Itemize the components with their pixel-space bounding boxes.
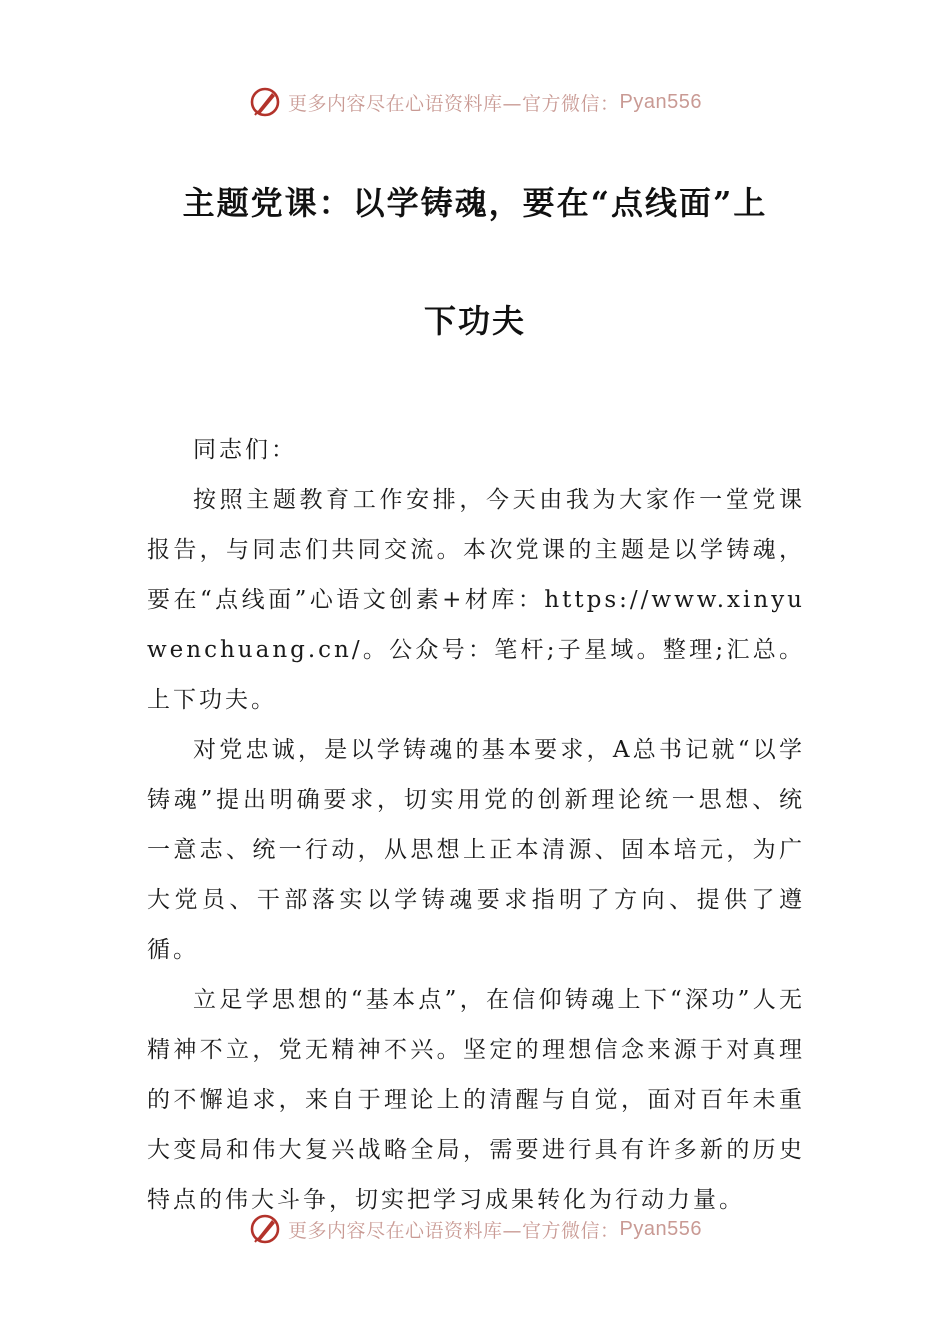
header-banner-text: 更多内容尽在心语资料库—官方微信： <box>288 92 620 115</box>
footer-banner-wechat-id: Pyan556 <box>619 1217 702 1240</box>
document-title-line-2: 下功夫 <box>423 302 526 340</box>
document-body <box>147 425 805 1225</box>
header-banner <box>0 82 950 122</box>
quill-pen-logo-icon <box>248 85 282 119</box>
body-paragraph-2: 对党忠诚，是以学铸魂的基本要求，A总书记就“以学铸魂”提出明确要求，切实用党的创新理论统一思想、统一意志、统一行动，从思想上正本清源、固本培元，为广大党员、干部落实以学铸魂要求指明了方向、提供了遵循。 <box>147 737 805 963</box>
quill-pen-logo-icon <box>248 1212 282 1246</box>
salutation: 同志们： <box>193 437 297 463</box>
footer-banner <box>0 1209 950 1249</box>
body-paragraph-3: 立足学思想的“基本点”，在信仰铸魂上下“深功”人无精神不立，党无精神不兴。坚定的理想信念来源于对真理的不懈追求，来自于理论上的清醒与自觉，面对百年未重大变局和伟大复兴战略全局，需要进行具有许多新的历史特点的伟大斗争，切实把学习成果转化为行动力量。 <box>147 987 805 1213</box>
body-paragraph-1: 按照主题教育工作安排，今天由我为大家作一堂党课报告，与同志们共同交流。本次党课的主题是以学铸魂，要在“点线面”心语文创素+材库：https://www.xinyuwenchuang.cn/。公众号：笔杆;子星域。整理;汇总。上下功夫。 <box>147 487 805 713</box>
document-title-line-1: 主题党课：以学铸魂，要在“点线面”上 <box>182 184 768 222</box>
header-banner-wechat-id: Pyan556 <box>619 90 702 113</box>
footer-banner-text: 更多内容尽在心语资料库—官方微信： <box>288 1219 620 1242</box>
